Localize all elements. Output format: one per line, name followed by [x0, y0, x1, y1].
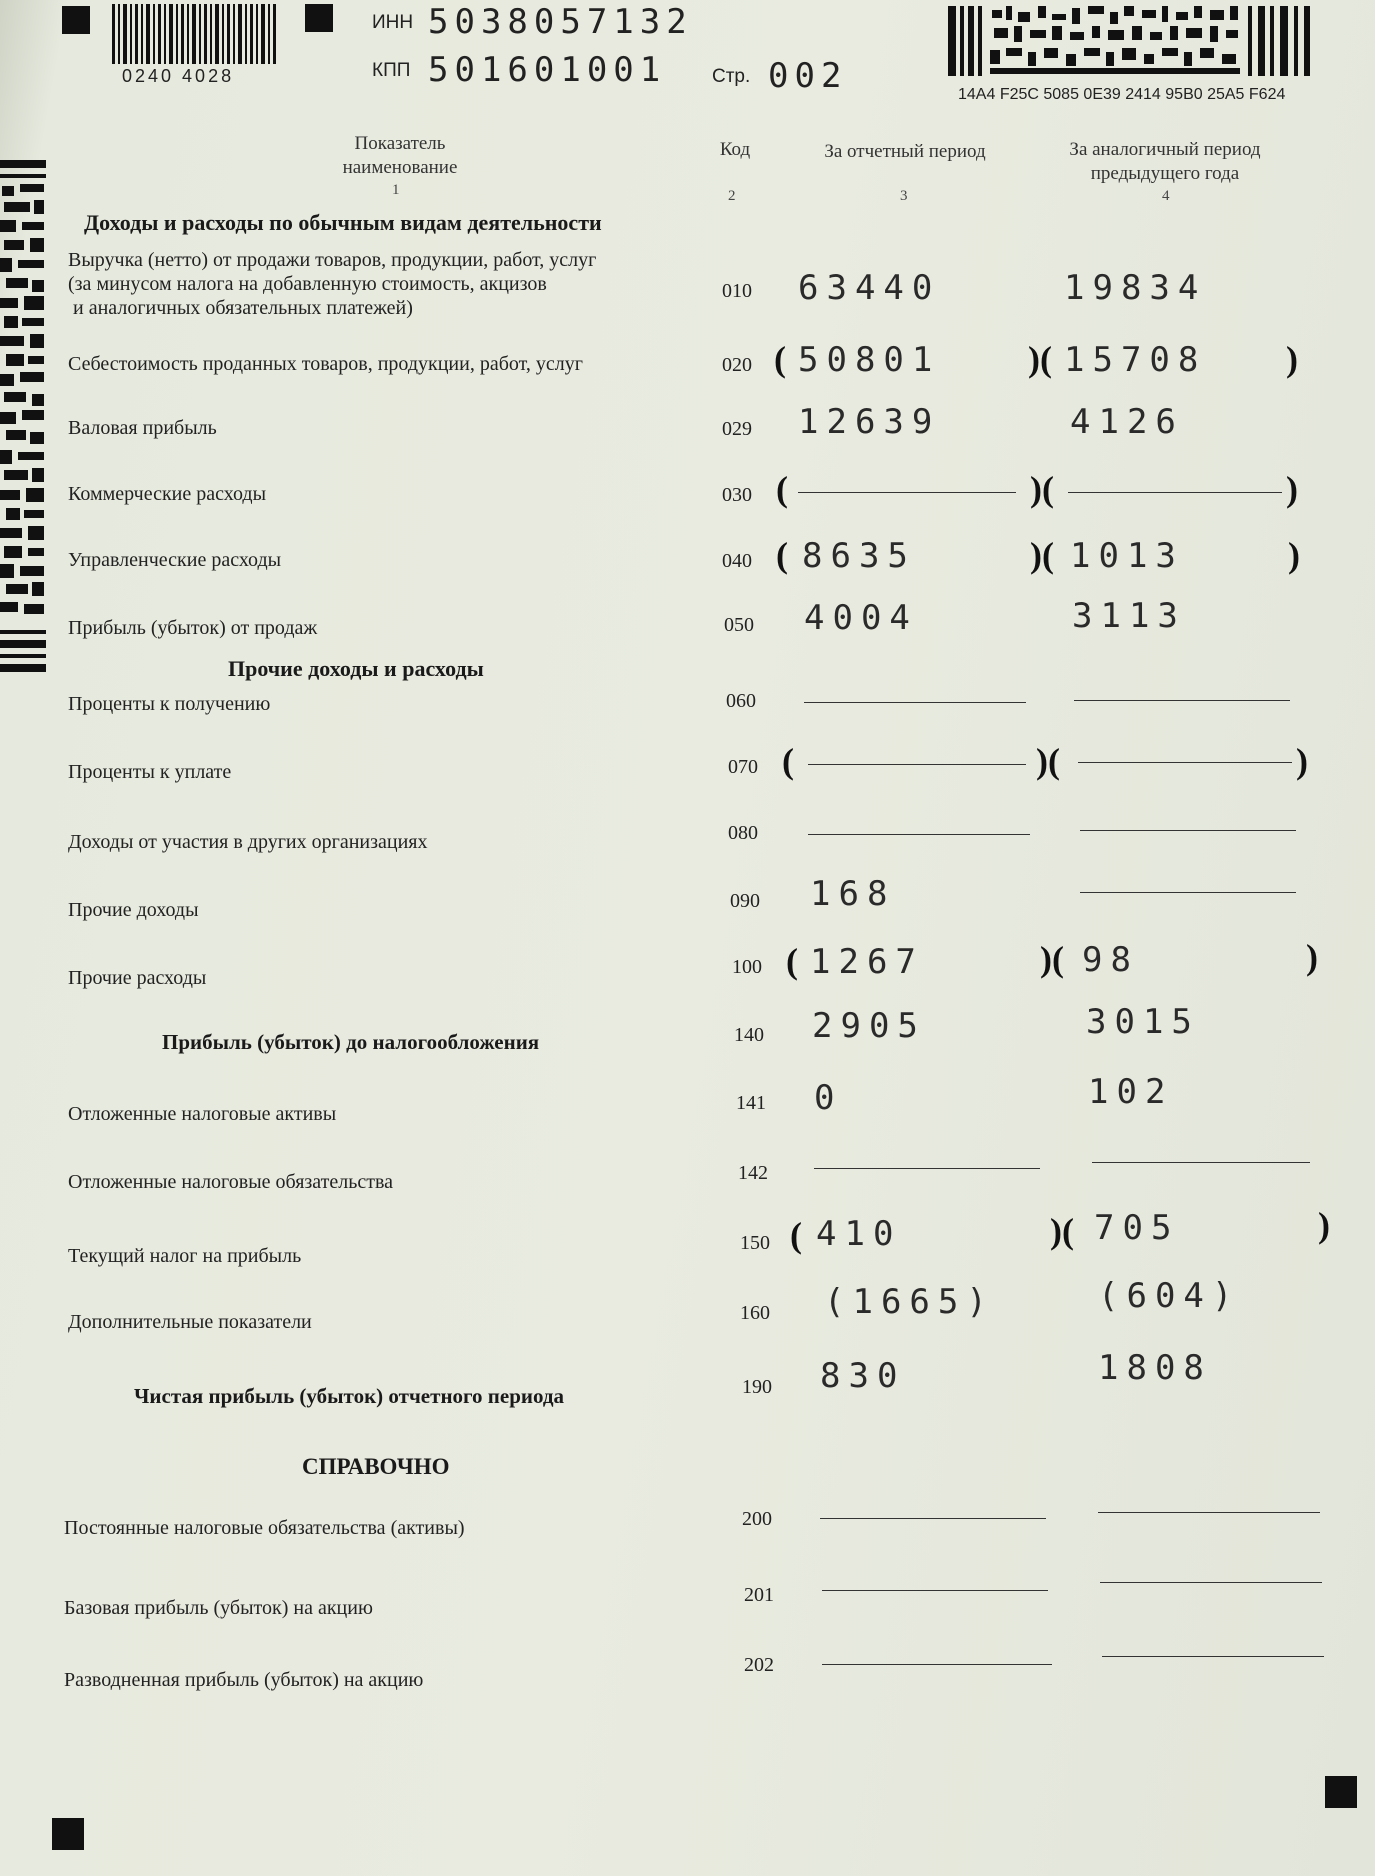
column-number-1: 1: [392, 182, 400, 198]
row-070-current-blank: [808, 764, 1026, 765]
row-030-current-blank: [798, 492, 1016, 493]
row-030-open-paren: (: [776, 469, 788, 509]
row-029-code: 029: [722, 418, 752, 440]
row-030-previous-blank: [1068, 492, 1282, 493]
row-050-previous: 3113: [1072, 596, 1186, 636]
row-140-previous: 3015: [1086, 1002, 1200, 1042]
row-200-code: 200: [742, 1508, 772, 1530]
row-040-mid-paren: )(: [1030, 535, 1054, 575]
row-141-label: Отложенные налоговые активы: [68, 1103, 337, 1125]
row-020-close-paren: ): [1286, 339, 1298, 379]
row-020-mid-paren: )(: [1028, 339, 1052, 379]
row-020-current: 50801: [798, 340, 941, 380]
row-040-code: 040: [722, 550, 752, 572]
row-202-current-blank: [822, 1664, 1052, 1665]
row-040-current: 8635: [802, 536, 916, 576]
row-010-current: 63440: [798, 268, 941, 308]
row-040-open-paren: (: [776, 535, 788, 575]
row-142-code: 142: [738, 1162, 768, 1184]
row-070-previous-blank: [1078, 762, 1292, 763]
row-010-code: 010: [722, 280, 752, 302]
column-header-previous-line1: За аналогичный период: [1069, 139, 1261, 160]
row-100-previous: 98: [1082, 940, 1139, 980]
row-100-code: 100: [732, 956, 762, 978]
row-160-code: 160: [740, 1302, 770, 1324]
row-201-label: Базовая прибыль (убыток) на акцию: [64, 1597, 373, 1619]
row-040-previous: 1013: [1070, 536, 1184, 576]
side-barcode: [0, 160, 48, 680]
row-010-label: [68, 248, 596, 320]
kpp-label: КПП: [372, 60, 411, 81]
row-050-label: Прибыль (убыток) от продаж: [68, 617, 318, 639]
section-reference: СПРАВОЧНО: [302, 1454, 450, 1479]
row-202-code: 202: [744, 1654, 774, 1676]
row-020-code: 020: [722, 354, 752, 376]
row-150-current: 410: [816, 1214, 902, 1254]
corner-marker-bottom-right: [1325, 1776, 1357, 1808]
row-142-label: Отложенные налоговые обязательства: [68, 1171, 394, 1193]
row-040-close-paren: ): [1288, 535, 1300, 575]
row-200-previous-blank: [1098, 1512, 1320, 1513]
row-030-code: 030: [722, 484, 752, 506]
row-070-code: 070: [728, 756, 758, 778]
column-number-3: 3: [900, 188, 908, 204]
row-070-open-paren: (: [782, 741, 794, 781]
row-070-close-paren: ): [1296, 741, 1308, 781]
row-150-close-paren: ): [1318, 1205, 1330, 1245]
row-050-code: 050: [724, 614, 754, 636]
page-number: 002: [768, 56, 848, 96]
row-090-code: 090: [730, 890, 760, 912]
row-150-previous: 705: [1094, 1208, 1180, 1248]
row-080-code: 080: [728, 822, 758, 844]
page-barcode: [112, 4, 282, 66]
inn-value: 5038057132: [428, 2, 693, 42]
section-other-income-expenses: Прочие доходы и расходы: [228, 656, 484, 681]
row-060-current-blank: [804, 702, 1026, 703]
row-160-previous: (604): [1098, 1276, 1241, 1316]
row-029-current: 12639: [798, 402, 941, 442]
row-090-label: Прочие доходы: [68, 899, 199, 921]
row-190-label: Чистая прибыль (убыток) отчетного периода: [134, 1384, 565, 1408]
hash-code: 14A4 F25C 5085 0E39 2414 95B0 25A5 F624: [958, 86, 1286, 103]
column-header-previous-line2: предыдущего года: [1090, 163, 1240, 184]
row-060-code: 060: [726, 690, 756, 712]
row-020-open-paren: (: [774, 339, 786, 379]
row-142-current-blank: [814, 1168, 1040, 1169]
row-060-previous-blank: [1074, 700, 1290, 701]
row-142-previous-blank: [1092, 1162, 1310, 1163]
row-100-close-paren: ): [1306, 937, 1318, 977]
row-202-label: Разводненная прибыль (убыток) на акцию: [64, 1669, 424, 1691]
row-190-previous: 1808: [1098, 1348, 1212, 1388]
column-header-name-line2: наименование: [342, 157, 458, 178]
row-029-label: Валовая прибыль: [68, 417, 217, 439]
row-100-mid-paren: )(: [1040, 939, 1064, 979]
row-160-current: (1665): [824, 1282, 995, 1322]
row-080-previous-blank: [1080, 830, 1296, 831]
row-020-previous: 15708: [1064, 340, 1207, 380]
row-141-current: 0: [814, 1078, 843, 1118]
row-140-label: Прибыль (убыток) до налогообложения: [162, 1030, 540, 1054]
page-label: Стр.: [712, 66, 751, 87]
row-010-previous: 19834: [1064, 268, 1207, 308]
row-070-mid-paren: )(: [1036, 741, 1060, 781]
row-030-mid-paren: )(: [1030, 469, 1054, 509]
row-100-open-paren: (: [786, 941, 798, 981]
row-030-label: Коммерческие расходы: [68, 483, 267, 505]
row-060-label: Проценты к получению: [68, 693, 271, 715]
row-090-current: 168: [810, 874, 896, 914]
row-010-label-line1: Выручка (нетто) от продажи товаров, продукции, работ, услуг: [68, 249, 597, 271]
row-202-previous-blank: [1102, 1656, 1324, 1657]
row-141-code: 141: [736, 1092, 766, 1114]
row-200-label: Постоянные налоговые обязательства (активы): [64, 1517, 465, 1539]
row-201-previous-blank: [1100, 1582, 1322, 1583]
row-190-current: 830: [820, 1356, 906, 1396]
row-100-current: 1267: [810, 942, 924, 982]
row-140-current: 2905: [812, 1006, 926, 1046]
row-201-code: 201: [744, 1584, 774, 1606]
column-number-4: 4: [1162, 188, 1170, 204]
corner-marker-top-center: [305, 4, 333, 32]
row-141-previous: 102: [1088, 1072, 1174, 1112]
row-029-previous: 4126: [1070, 402, 1184, 442]
row-100-label: Прочие расходы: [68, 967, 207, 989]
row-150-open-paren: (: [790, 1215, 802, 1255]
row-150-code: 150: [740, 1232, 770, 1254]
row-150-label: Текущий налог на прибыль: [68, 1245, 302, 1267]
row-201-current-blank: [822, 1590, 1048, 1591]
kpp-value: 501601001: [428, 50, 667, 90]
row-040-label: Управленческие расходы: [68, 549, 282, 571]
datamatrix-barcode: [948, 6, 1320, 78]
row-200-current-blank: [820, 1518, 1046, 1519]
inn-label: ИНН: [372, 12, 414, 33]
row-030-close-paren: ): [1286, 469, 1298, 509]
corner-marker-top-left: [62, 6, 90, 34]
row-020-label: Себестоимость проданных товаров, продукции, работ, услуг: [68, 353, 583, 375]
row-080-label: Доходы от участия в других организациях: [68, 831, 428, 853]
column-header-name-line1: Показатель: [354, 133, 446, 154]
row-050-current: 4004: [804, 598, 918, 638]
row-160-label: Дополнительные показатели: [68, 1311, 312, 1333]
row-080-current-blank: [808, 834, 1030, 835]
row-150-mid-paren: )(: [1050, 1211, 1074, 1251]
row-140-code: 140: [734, 1024, 764, 1046]
column-header-code: Код: [719, 139, 751, 160]
section-ordinary-activities: Доходы и расходы по обычным видам деятельности: [84, 210, 602, 235]
column-number-2: 2: [728, 188, 736, 204]
column-header-previous: [1040, 138, 1290, 186]
row-010-label-line3: и аналогичных обязательных платежей): [68, 297, 413, 319]
corner-marker-bottom-left: [52, 1818, 84, 1850]
row-010-label-line2: (за минусом налога на добавленную стоимость, акцизов: [68, 273, 547, 295]
barcode-number: 0240 4028: [122, 66, 235, 86]
row-090-previous-blank: [1080, 892, 1296, 893]
column-header-current: За отчетный период: [824, 141, 986, 162]
row-190-code: 190: [742, 1376, 772, 1398]
row-070-label: Проценты к уплате: [68, 761, 232, 783]
column-header-name: [270, 132, 530, 180]
